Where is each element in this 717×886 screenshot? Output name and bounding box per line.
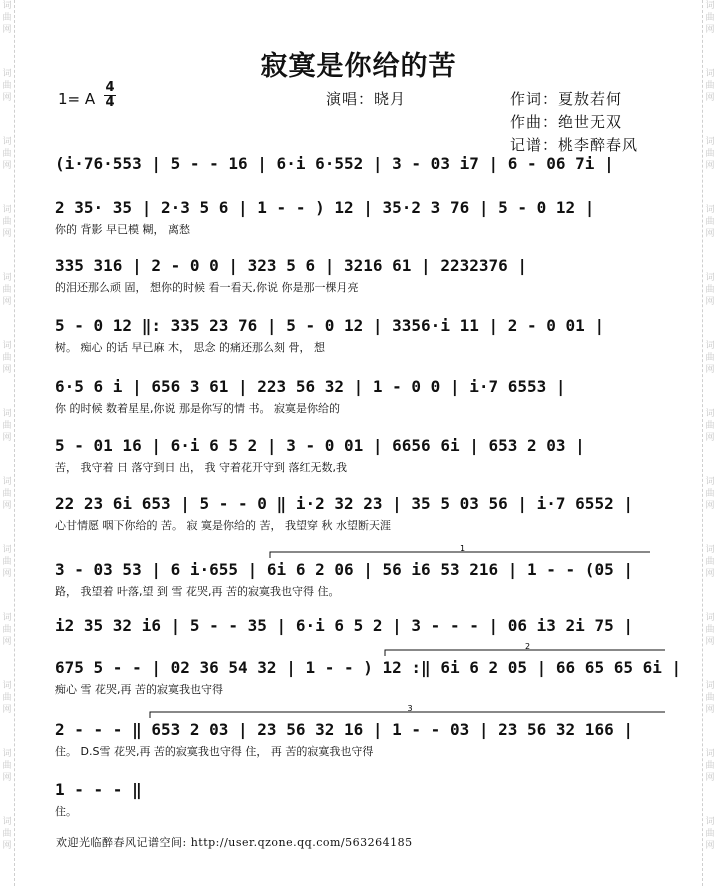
time-signature-bottom: 4 — [105, 95, 115, 110]
watermark-char: 曲 — [705, 13, 715, 23]
staff-notes: 1 - - - ‖ — [55, 780, 142, 799]
watermark-group — [705, 816, 714, 884]
watermark-char: 曲 — [705, 421, 715, 431]
volta-label: 1 — [460, 544, 466, 553]
watermark-char: 词 — [2, 205, 12, 215]
watermark-group — [705, 136, 714, 204]
key-signature: 1= A — [58, 90, 96, 108]
staff-notes: 335 316 | 2 - 0 0 | 323 5 6 | 3216 61 | 2232376 | — [55, 256, 528, 275]
staff-notes: 5 - 0 12 ‖: 335 23 76 | 5 - 0 12 | 3356·i 11 | 2 - 0 01 | — [55, 316, 605, 335]
watermark-group — [2, 204, 11, 272]
watermark-char: 词 — [2, 341, 12, 351]
watermark-char: 词 — [705, 545, 715, 555]
watermark-char: 网 — [2, 501, 12, 511]
watermark-char: 网 — [705, 501, 715, 511]
watermark-group — [2, 340, 11, 408]
watermark-char: 网 — [2, 93, 12, 103]
watermark-char: 曲 — [705, 285, 715, 295]
watermark-char: 网 — [705, 365, 715, 375]
watermark-char: 词 — [705, 137, 715, 147]
staff-lyrics: 住。 — [55, 805, 77, 818]
watermark-char: 词 — [705, 1, 715, 11]
staff-notes: 3 - 03 53 | 6 i·655 | 6i 6 2 06 | 56 i6 53 216 | 1 - - (05 | — [55, 560, 633, 579]
watermark-char: 词 — [705, 477, 715, 487]
watermark-char: 网 — [2, 365, 12, 375]
watermark-char: 词 — [705, 273, 715, 283]
watermark-char: 曲 — [2, 557, 12, 567]
staff-notes: 675 5 - - | 02 36 54 32 | 1 - - ) 12 :‖ 6i 6 2 05 | 66 65 65 6i | — [55, 658, 682, 677]
watermark-char: 网 — [2, 773, 12, 783]
watermark-char: 网 — [705, 161, 715, 171]
time-signature — [104, 82, 116, 109]
watermark-char: 曲 — [2, 761, 12, 771]
watermark-char: 曲 — [705, 693, 715, 703]
watermark-char: 词 — [2, 1, 12, 11]
watermark-group — [705, 680, 714, 748]
right-watermark-column — [702, 0, 717, 886]
watermark-group — [2, 408, 11, 476]
watermark-char: 网 — [2, 569, 12, 579]
staff-lyrics: 路， 我望着 叶落,望 到 雪 花哭,再 苦的寂寞我也守得 住。 — [55, 585, 340, 598]
composer-credit: 作曲：绝世无双 — [510, 113, 623, 131]
watermark-char: 曲 — [705, 81, 715, 91]
watermark-char: 词 — [705, 409, 715, 419]
watermark-group — [2, 136, 11, 204]
watermark-group — [705, 340, 714, 408]
watermark-char: 曲 — [705, 217, 715, 227]
watermark-char: 曲 — [2, 353, 12, 363]
watermark-char: 词 — [2, 545, 12, 555]
watermark-char: 网 — [705, 229, 715, 239]
staff-notes: 22 23 6i 653 | 5 - - 0 ‖ i·2 32 23 | 35 5 03 56 | i·7 6552 | — [55, 494, 633, 513]
watermark-group — [705, 612, 714, 680]
watermark-group — [705, 408, 714, 476]
watermark-group — [705, 476, 714, 544]
watermark-char: 网 — [705, 841, 715, 851]
watermark-group — [2, 612, 11, 680]
watermark-group — [705, 544, 714, 612]
watermark-char: 词 — [2, 409, 12, 419]
watermark-char: 曲 — [705, 557, 715, 567]
watermark-char: 网 — [705, 773, 715, 783]
staff-lyrics: 苦， 我守着 日 落守到日 出， 我 守着花开守到 落红无数,我 — [55, 461, 347, 474]
staff-lyrics: 树。 痴心 的话 早已麻 木， 思念 的痛还那么刻 骨， 想 — [55, 341, 325, 354]
watermark-char: 词 — [705, 817, 715, 827]
staff-lyrics: 心甘情愿 咽下你给的 苦。 寂 寞是你给的 苦， 我望穿 秋 水望断天涯 — [55, 519, 391, 532]
watermark-char: 词 — [705, 205, 715, 215]
watermark-char: 词 — [2, 681, 12, 691]
watermark-char: 网 — [2, 433, 12, 443]
staff-notes: 6·5 6 i | 656 3 61 | 223 56 32 | 1 - 0 0 | i·7 6553 | — [55, 377, 566, 396]
watermark-char: 网 — [2, 25, 12, 35]
watermark-char: 曲 — [705, 489, 715, 499]
watermark-char: 词 — [705, 749, 715, 759]
watermark-char: 曲 — [2, 285, 12, 295]
singer-credit: 演唱：晓月 — [326, 90, 407, 108]
watermark-char: 词 — [705, 613, 715, 623]
watermark-char: 曲 — [705, 761, 715, 771]
watermark-group — [2, 680, 11, 748]
watermark-char: 曲 — [2, 693, 12, 703]
staff-lyrics: 你 的时候 数着星星,你说 那是你写的情 书。 寂寞是你给的 — [55, 402, 340, 415]
watermark-char: 曲 — [2, 81, 12, 91]
watermark-group — [2, 272, 11, 340]
staff-notes: 2 - - - ‖ 653 2 03 | 23 56 32 16 | 1 - - 03 | 23 56 32 166 | — [55, 720, 633, 739]
watermark-char: 网 — [705, 25, 715, 35]
watermark-group — [2, 476, 11, 544]
watermark-group — [2, 544, 11, 612]
watermark-char: 网 — [2, 705, 12, 715]
transcriber-credit: 记谱：桃李醉春风 — [510, 136, 639, 154]
watermark-char: 曲 — [2, 625, 12, 635]
watermark-char: 词 — [2, 613, 12, 623]
watermark-char: 网 — [2, 637, 12, 647]
watermark-char: 曲 — [705, 149, 715, 159]
watermark-char: 曲 — [705, 829, 715, 839]
watermark-char: 词 — [2, 137, 12, 147]
watermark-char: 词 — [2, 749, 12, 759]
watermark-char: 网 — [2, 229, 12, 239]
watermark-group — [705, 204, 714, 272]
staff-lyrics: 痴心 雪 花哭,再 苦的寂寞我也守得 — [55, 683, 223, 696]
watermark-char: 词 — [2, 273, 12, 283]
staff-notes: 5 - 01 16 | 6·i 6 5 2 | 3 - 0 01 | 6656 6i | 653 2 03 | — [55, 436, 585, 455]
song-title: 寂寞是你给的苦 — [260, 51, 457, 82]
staff-lyrics: 你的 背影 早已模 糊， 离愁 — [55, 223, 190, 236]
time-signature-top: 4 — [105, 80, 115, 95]
watermark-char: 词 — [705, 69, 715, 79]
watermark-char: 网 — [2, 841, 12, 851]
staff-notes: 2 35· 35 | 2·3 5 6 | 1 - - ) 12 | 35·2 3 76 | 5 - 0 12 | — [55, 198, 595, 217]
watermark-char: 词 — [2, 477, 12, 487]
watermark-char: 网 — [705, 705, 715, 715]
watermark-char: 网 — [705, 93, 715, 103]
watermark-char: 曲 — [2, 13, 12, 23]
watermark-group — [705, 272, 714, 340]
watermark-char: 网 — [705, 433, 715, 443]
volta-label: 2 — [525, 642, 531, 651]
staff-notes: i2 35 32 i6 | 5 - - 35 | 6·i 6 5 2 | 3 - - - | 06 i3 2i 75 | — [55, 616, 633, 635]
watermark-char: 曲 — [2, 421, 12, 431]
watermark-char: 曲 — [2, 829, 12, 839]
watermark-char: 网 — [705, 569, 715, 579]
footer-link-text: 欢迎光临醉春风记谱空间: http://user.qzone.qq.com/563264185 — [56, 836, 413, 849]
watermark-char: 网 — [705, 637, 715, 647]
volta-bracket — [55, 544, 665, 558]
staff-lyrics: 的泪还那么顽 固， 想你的时候 看一看天,你说 你是那一棵月亮 — [55, 281, 359, 294]
watermark-char: 词 — [705, 681, 715, 691]
watermark-char: 词 — [2, 69, 12, 79]
staff-notes: (i·76·553 | 5 - - 16 | 6·i 6·552 | 3 - 03 i7 | 6 - 06 7i | — [55, 154, 614, 173]
volta-bracket — [55, 704, 665, 718]
watermark-char: 网 — [2, 161, 12, 171]
left-watermark-column — [0, 0, 15, 886]
staff-lyrics: 住。 D.S雪 花哭,再 苦的寂寞我也守得 住， 再 苦的寂寞我也守得 — [55, 745, 374, 758]
watermark-group — [2, 748, 11, 816]
watermark-char: 曲 — [705, 353, 715, 363]
watermark-char: 网 — [705, 297, 715, 307]
watermark-char: 词 — [2, 817, 12, 827]
watermark-group — [2, 816, 11, 884]
watermark-char: 曲 — [2, 149, 12, 159]
volta-label: 3 — [407, 704, 413, 713]
watermark-char: 词 — [705, 341, 715, 351]
watermark-char: 曲 — [2, 217, 12, 227]
watermark-char: 曲 — [2, 489, 12, 499]
watermark-group — [705, 748, 714, 816]
watermark-char: 网 — [2, 297, 12, 307]
watermark-char: 曲 — [705, 625, 715, 635]
lyricist-credit: 作词：夏敖若何 — [510, 90, 623, 108]
volta-bracket — [55, 642, 665, 656]
